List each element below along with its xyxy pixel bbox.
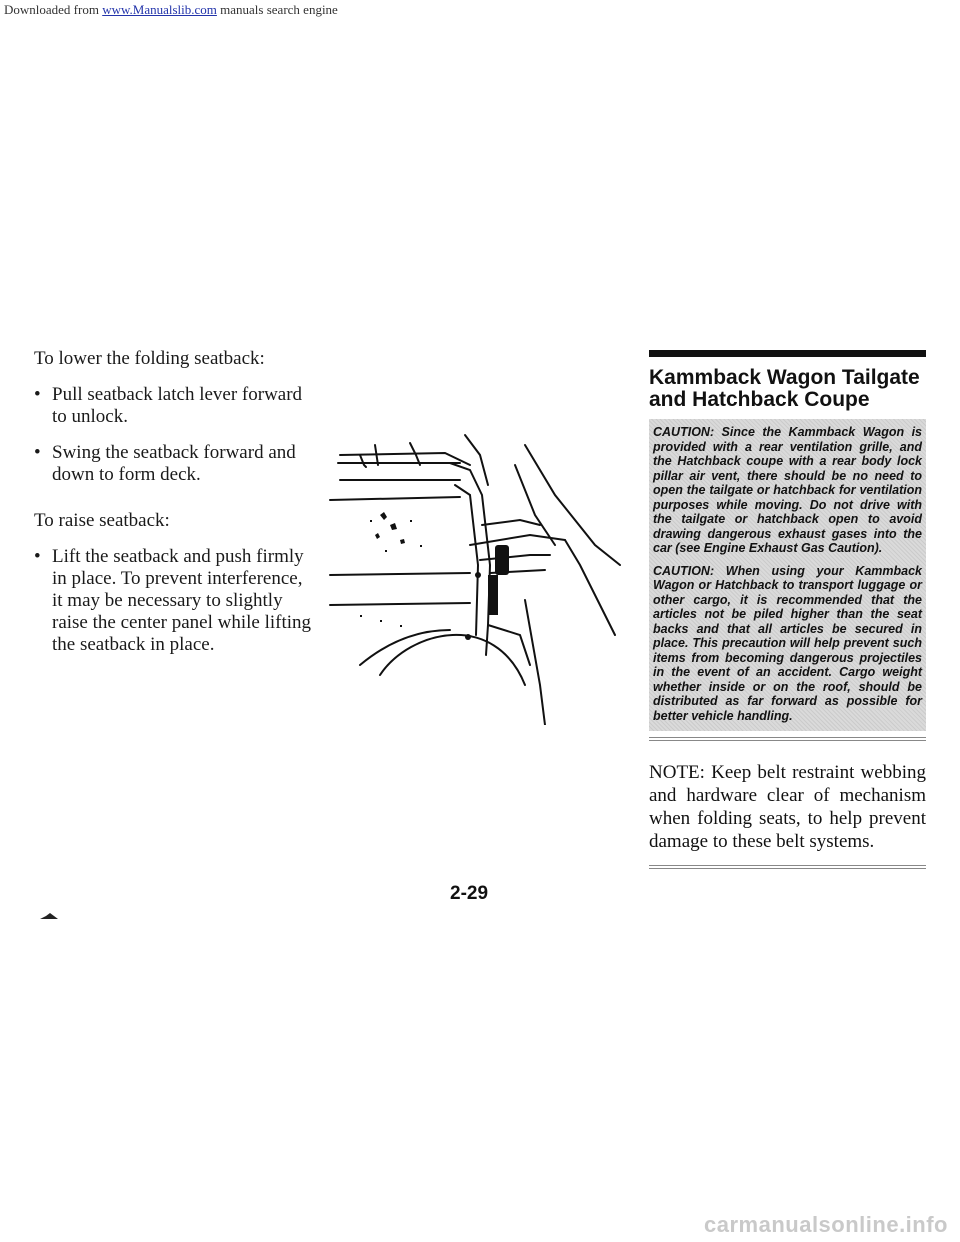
left-column <box>34 348 314 656</box>
page-number: 2-29 <box>450 883 489 904</box>
lower-seatback-heading: To lower the folding seatback: <box>34 348 265 369</box>
bullet-icon: • <box>34 546 41 567</box>
registration-mark-icon <box>40 913 58 919</box>
divider <box>649 740 926 741</box>
divider <box>649 737 926 738</box>
seatback-latch-illustration <box>320 425 630 725</box>
raise-step-1 <box>34 546 314 656</box>
step-text: Lift the seatback and push firmly in place. To prevent interference, it may be necessary to slightly raise the center panel while lifting the seatback in place. <box>52 546 312 655</box>
header-prefix: Downloaded from <box>4 2 103 17</box>
section-top-bar <box>649 350 926 357</box>
bullet-icon: • <box>34 384 41 405</box>
lower-step-2 <box>34 442 314 486</box>
divider <box>649 868 926 869</box>
caution-box <box>649 419 926 731</box>
lower-step-1 <box>34 384 314 428</box>
raise-seatback-heading: To raise seatback: <box>34 510 170 531</box>
step-text: Swing the seatback forward and down to form deck. <box>52 442 296 485</box>
manualslib-link[interactable]: www.Manualslib.com <box>102 2 217 17</box>
right-column <box>649 350 931 869</box>
header-suffix: manuals search engine <box>216 2 338 17</box>
caution-cargo: CAUTION: When using your Kammback Wagon or Hatchback to transport luggage or other cargo, it is recommended that the articles not be piled higher than the seat backs and that all articles be secured in place. This precaution will help prevent such items from becoming dangerous projectiles in the event of an accident. Cargo weight whether inside or on the roof, should be distributed as far forward as possible for better vehicle handling. <box>653 563 922 723</box>
note-belt-restraint: NOTE: Keep belt restraint webbing and hardware clear of mechanism when folding seats, to help prevent damage to these belt systems. <box>649 762 926 852</box>
step-text: Pull seatback latch lever forward to unlock. <box>52 384 303 427</box>
divider <box>649 865 926 866</box>
caution-ventilation: CAUTION: Since the Kammback Wagon is provided with a rear ventilation grille, and the Hatchback coupe with a rear body lock pillar air vent, there should be no need to open the tailgate or hatchback for ventilation purposes while moving. Do not drive with the tailgate or hatchback open to avoid drawing dangerous exhaust gases into the car (see Engine Exhaust Gas Caution). <box>653 425 922 555</box>
bullet-icon: • <box>34 442 41 463</box>
section-heading: Kammback Wagon Tailgate and Hatchback Coupe <box>649 366 920 411</box>
download-header <box>4 2 338 18</box>
watermark-logo: carmanualsonline.info <box>704 1212 948 1237</box>
